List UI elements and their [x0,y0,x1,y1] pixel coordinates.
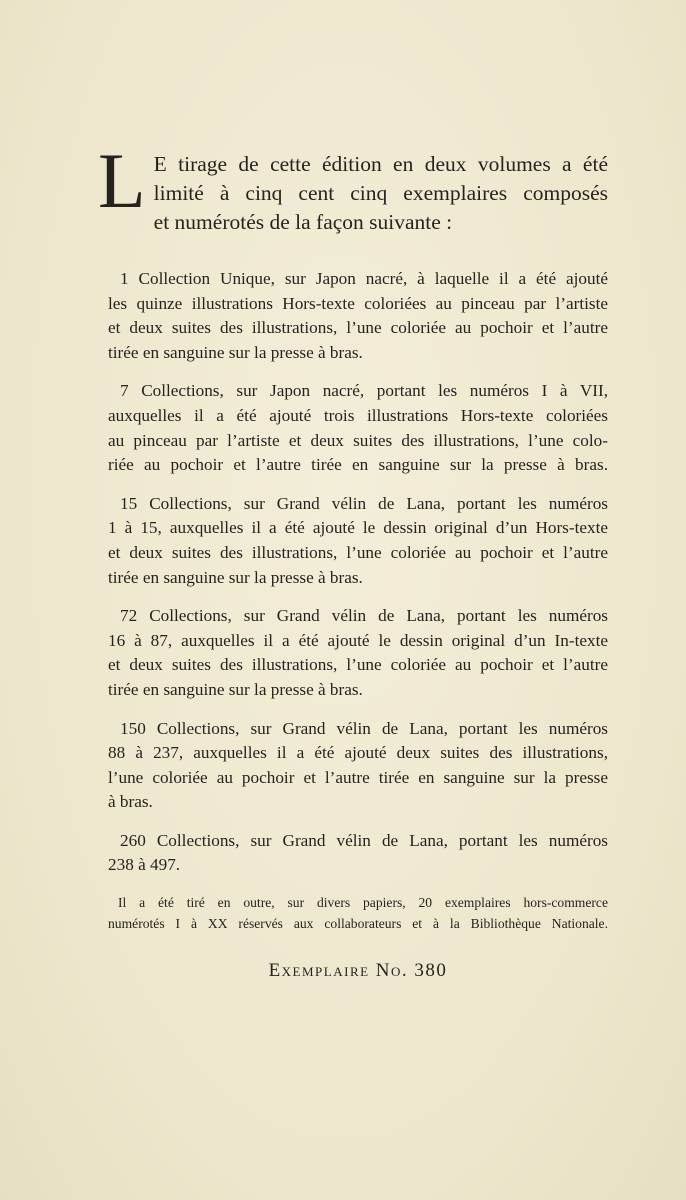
entry-line: l’une coloriée au pochoir et l’autre tirée en sanguine sur la presse [108,767,608,787]
exemplaire-number: Exemplaire No. 380 [268,960,448,982]
intro-line: E tirage de cette édition en deux volumes a été [153,152,608,176]
edition-entry-7 [108,379,608,477]
entry-line: auxquelles il a été ajouté trois illustrations Hors-texte coloriées [108,405,608,425]
entry-line: au pinceau par l’artiste et deux suites des illustrations, l’une colo- [108,430,608,450]
intro-line: et numérotés de la façon suivante : [153,210,453,234]
note-line: numérotés I à XX réservés aux collaborateurs et à la Bibliothèque Nationale. [108,916,608,932]
entry-line: 1 Collection Unique, sur Japon nacré, à laquelle il a été ajouté [120,269,608,288]
entry-line: 15 Collections, sur Grand vélin de Lana, portant les numéros [120,493,608,513]
entry-line: 88 à 237, auxquelles il a été ajouté deux suites des illustrations, [108,743,608,763]
entry-line: 150 Collections, sur Grand vélin de Lana, portant les numéros [120,718,608,738]
intro-line: limité à cinq cent cinq exemplaires composés [153,181,608,205]
entry-line: et deux suites des illustrations, l’une coloriée au pochoir et l’autre [108,655,608,675]
entry-line: 260 Collections, sur Grand vélin de Lana, portant les numéros [120,830,608,850]
entry-line: tirée en sanguine sur la presse à bras. [108,342,363,362]
entry-line: les quinze illustrations Hors-texte coloriées au pinceau par l’artiste [108,293,608,313]
entry-line: et deux suites des illustrations, l’une coloriée au pochoir et l’autre [108,542,608,562]
entry-line: et deux suites des illustrations, l’une coloriée au pochoir et l’autre [108,318,608,338]
entry-line: 238 à 497. [108,855,181,875]
edition-entry-150 [108,717,608,815]
edition-entry-72 [108,604,608,702]
note-line: Il a été tiré en outre, sur divers papiers, 20 exemplaires hors-commerce [118,895,608,911]
entry-line: tirée en sanguine sur la presse à bras. [108,679,363,699]
drop-cap: L [98,137,146,224]
colophon-page [98,137,608,982]
edition-entry-unique [108,267,608,365]
hors-commerce-note [108,892,608,934]
entry-line: 1 à 15, auxquelles il a été ajouté le dessin original d’un Hors-texte [108,518,608,538]
entry-line: 7 Collections, sur Japon nacré, portant les numéros I à VII, [120,381,608,401]
entry-line: 16 à 87, auxquelles il a été ajouté le dessin original d’un In-texte [108,630,608,650]
entry-line: tirée en sanguine sur la presse à bras. [108,567,363,587]
entry-line: à bras. [108,792,153,812]
edition-entry-15 [108,492,608,590]
entry-line: 72 Collections, sur Grand vélin de Lana, portant les numéros [120,606,608,626]
edition-entry-260 [108,829,608,878]
entry-line: riée au pochoir et l’autre tirée en sanguine sur la presse à bras. [108,455,608,475]
intro-paragraph [98,137,608,237]
